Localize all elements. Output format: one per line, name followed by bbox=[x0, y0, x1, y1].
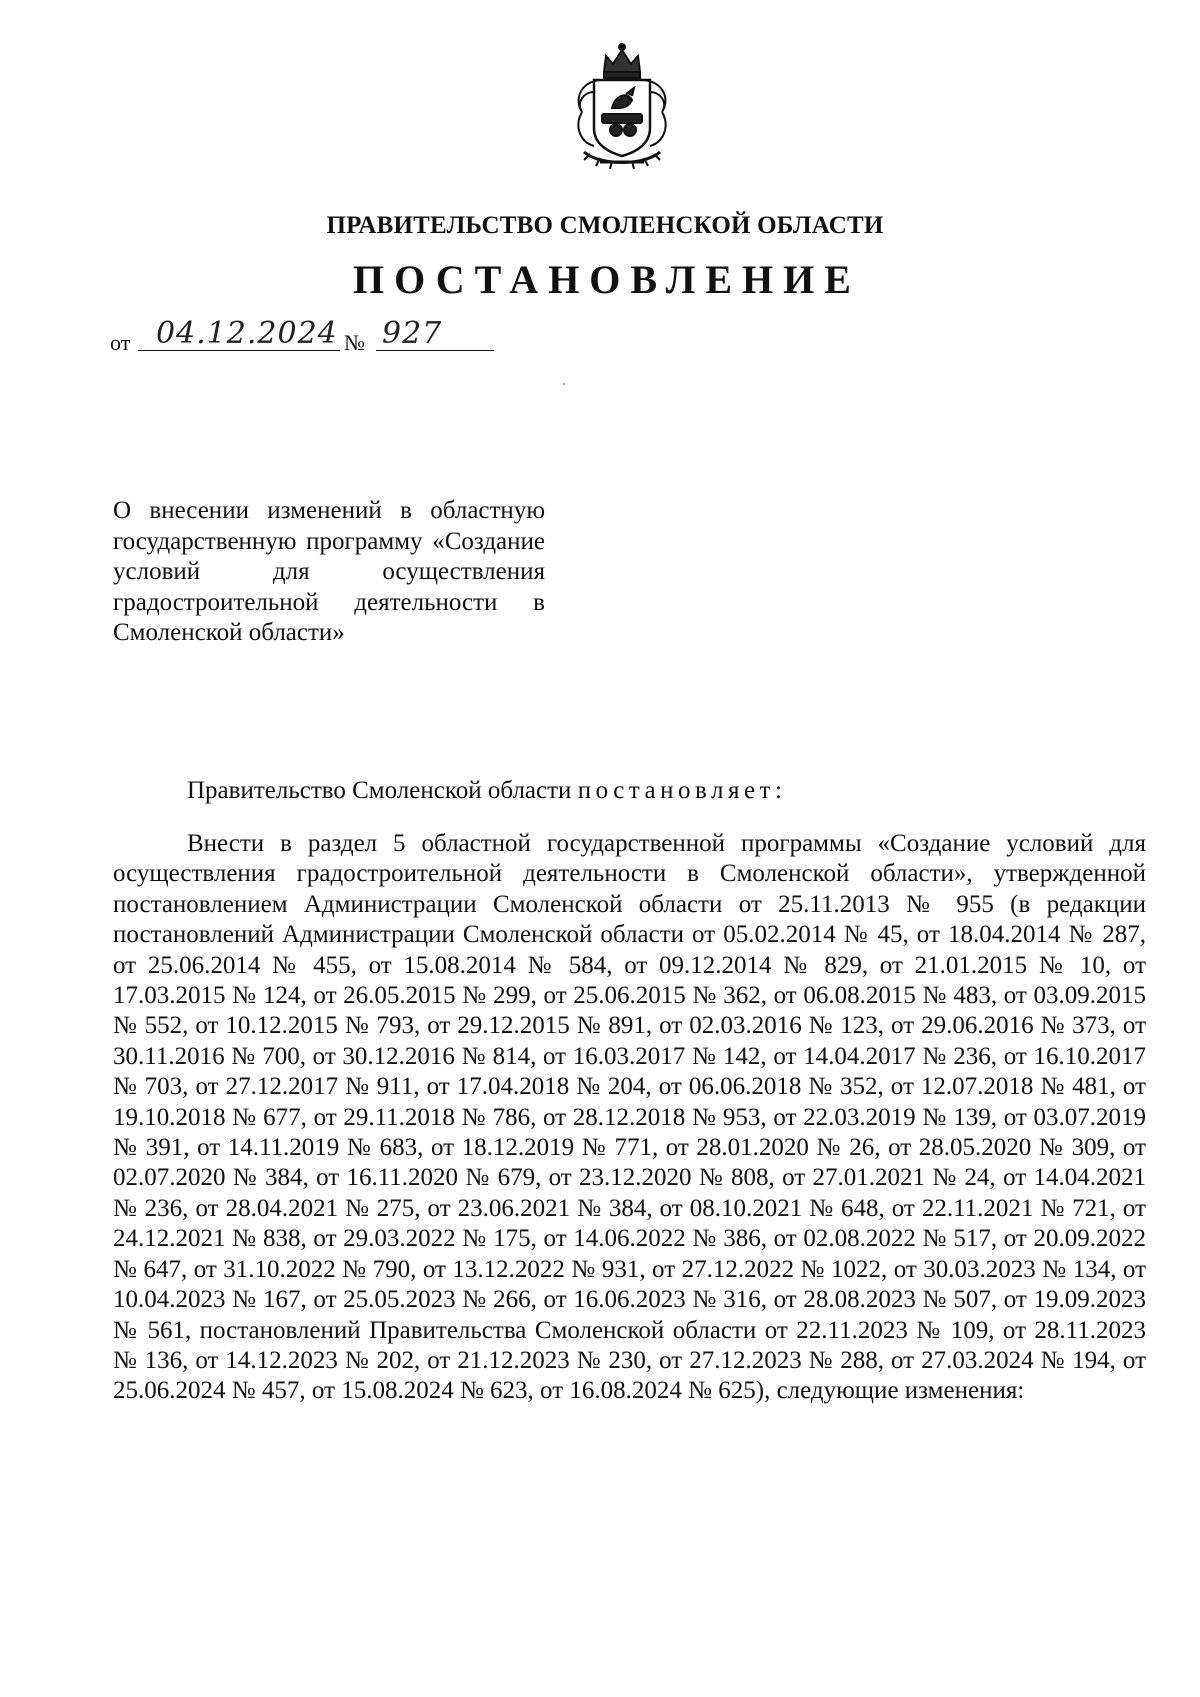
coat-of-arms-icon bbox=[560, 42, 685, 170]
issuing-authority: ПРАВИТЕЛЬСТВО СМОЛЕНСКОЙ ОБЛАСТИ bbox=[326, 212, 884, 239]
body-paragraph: Внести в раздел 5 областной государственной программы «Создание условий для осуществления градостроительной деятельности в Смоленской области», утвержденной постановлением Администрации Смоленской области от 25.11.2013 № 955 (в редакции постановлений Администрации Смоленской области от 05.02.2014 № 45, от 18.04.2014 № 287, от 25.06.2014 № 455, от 15.08.2014 № 584, от 09.12.2014 № 829, от 21.01.2015 № 10, от 17.03.2015 № 124, от 26.05.2015 № 299, от 25.06.2015 № 362, от 06.08.2015 № 483, от 03.09.2015 № 552, от 10.12.2015 № 793, от 29.12.2015 № 891, от 02.03.2016 № 123, от 29.06.2016 № 373, от 30.11.2016 № 700, от 30.12.2016 № 814, от 16.03.2017 № 142, от 14.04.2017 № 236, от 16.10.2017 № 703, от 27.12.2017 № 911, от 17.04.2018 № 204, от 06.06.2018 № 352, от 12.07.2018 № 481, от 19.10.2018 № 677, от 29.11.2018 № 786, от 28.12.2018 № 953, от 22.03.2019 № 139, от 03.07.2019 № 391, от 14.11.2019 № 683, от 18.12.2019 № 771, от 28.01.2020 № 26, от 28.05.2020 № 309, от 02.07.2020 № 384, от 16.11.2020 № 679, от 23.12.2020 № 808, от 27.01.2021 № 24, от 14.04.2021 № 236, от 28.04.2021 № 275, от 23.06.2021 № 384, от 08.10.2021 № 648, от 22.11.2021 № 721, от 24.12.2021 № 838, от 29.03.2022 № 175, от 14.06.2022 № 386, от 02.08.2022 № 517, от 20.09.2022 № 647, от 31.10.2022 № 790, от 13.12.2022 № 931, от 27.12.2022 № 1022, от 30.03.2023 № 134, от 10.04.2023 № 167, от 25.05.2023 № 266, от 16.06.2023 № 316, от 28.08.2023 № 507, от 19.09.2023 № 561, постановлений Правительства Смоленской области от 22.11.2023 № 109, от 28.11.2023 № 136, от 14.12.2023 № 202, от 21.12.2023 № 230, от 27.12.2023 № 288, от 27.03.2024 № 194, от 25.06.2024 № 457, от 15.08.2024 № 623, от 16.08.2024 № 625), следующие изменения: bbox=[113, 830, 1146, 1405]
document-type-title: ПОСТАНОВЛЕНИЕ bbox=[353, 257, 861, 302]
handwritten-number: 927 bbox=[382, 316, 443, 351]
number-prefix-label: № bbox=[344, 330, 365, 355]
preamble bbox=[187, 777, 786, 805]
number-field bbox=[376, 316, 494, 351]
decree-word: постановляет: bbox=[577, 777, 787, 804]
date-prefix-label: от bbox=[110, 330, 131, 355]
handwritten-date: 04.12.2024 bbox=[156, 316, 338, 351]
scan-speck bbox=[563, 383, 565, 385]
date-field bbox=[138, 316, 340, 351]
preamble-text: Правительство Смоленской области bbox=[187, 777, 572, 804]
document-subject: О внесении изменений в областную государственную программу «Создание условий для осуществления градостроительной деятельности в Смоленской области» bbox=[113, 497, 545, 646]
